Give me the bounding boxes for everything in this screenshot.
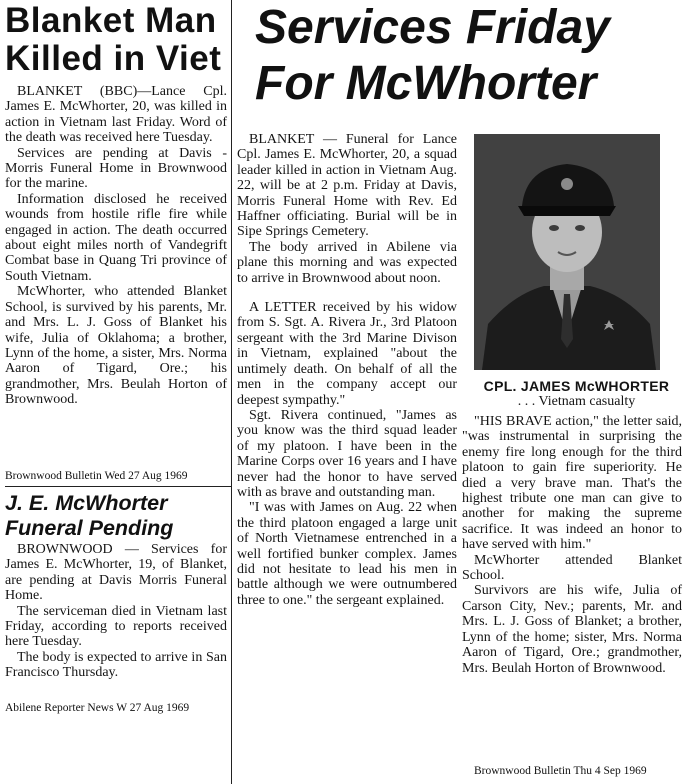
paragraph: Information disclosed he received wounds from hostile rifle fire while engaged in action. The death occurred about eight miles north of Vandegrift Combat base in Quang Tri province of South Vietnam. [5,191,227,284]
portrait-photo-icon [474,134,660,370]
story-blanket-man [5,0,227,408]
paragraph: McWhorter, who attended Blanket School, is survived by his parents, Mr. and Mrs. L. J. Goss of Blanket his wife, Julia of Oklahoma; a brother, Lynn of the home, a sister, Mrs. Norma Aaron of Tigard, Ore.; his grandmother, Mrs. Beulah Horton of Brownwood. [5,284,227,408]
paragraph: "I was with James on Aug. 22 when the third platoon engaged a large unit of North Vietnamese entrenched in a well fortified bunker complex. James did not hesitate to lead his men in battle although we were outnumbered three to one." the sergeant explained. [237,500,457,608]
paragraph: "HIS BRAVE action," the letter said, "was instrumental in surprising the enemy fire long enough for the third platoon to gain fire superiority. He died a very brave man. That's the highest tribute one man can give to another for making the supreme sacrifice. It was indeed an honor to have served with him." [462,414,682,553]
paragraph: Services are pending at Davis - Morris Funeral Home in Brownwood for the marine. [5,145,227,192]
paragraph: BROWNWOOD — Services for James E. McWhorter, 19, of Blanket, are pending at Davis Morris Funeral Home. [5,542,227,604]
story-services-friday-col-b [462,414,682,676]
headline-funeral-pending: J. E. McWhorter Funeral Pending [5,491,174,540]
caption-title: CPL. JAMES McWHORTER [483,378,670,394]
paragraph: The serviceman died in Vietnam last Friday, according to reports received here Tuesday. [5,603,227,650]
paragraph: The body is expected to arrive in San Francisco Thursday. [5,649,227,681]
story-divider [5,486,231,487]
paragraph: BLANKET (BBC)—Lance Cpl. James E. McWhorter, 20, was killed in action in Vietnam last Friday. Word of the death was received here Tuesday. [5,84,227,146]
story-funeral-pending-body [5,542,227,681]
paragraph: The body arrived in Abilene via plane this morning and was expected to arrive in Brownwood about noon. [237,239,457,286]
headline-blanket-man: Blanket Man Killed in Viet [5,1,222,78]
column-rule-left [231,0,232,784]
source-credit-bulletin-aug27: Brownwood Bulletin Wed 27 Aug 1969 [5,470,188,482]
paragraph: Survivors are his wife, Julia of Carson City, Nev.; parents, Mr. and Mrs. L. J. Goss of Blanket; a brother, Lynn of the home; sister, Mrs. Norma Aaron of Tigard, Ore.; grandmother, Mrs. Beulah Horton of Brownwood. [462,583,682,676]
paragraph: Sgt. Rivera continued, "James as you know was the third squad leader of my platoon. I have been in the Marine Corps over 16 years and I have never had the honor to have served with as brave and outstanding man. [237,407,457,500]
caption-subtitle: . . . Vietnam casualty [517,394,636,409]
paragraph: BLANKET — Funeral for Lance Cpl. James E. McWhorter, 20, a squad leader killed in action in Vietnam Aug. 22, will be at 2 p.m. Friday at Davis, Morris Funeral Home with Rev. Ed Haffner officiating. Burial will be in Sipe Springs Cemetery. [237,132,457,240]
paragraph: McWhorter attended Blanket School. [462,552,682,584]
story-blanket-man-body [5,84,227,408]
paragraph: A LETTER received by his widow from S. Sgt. A. Rivera Jr., 3rd Platoon sergeant with the 3rd Marine Divison in Vietnam, explained "about the untimely death. On behalf of all the men in the company accept our deepest sympathy." [237,300,457,408]
source-credit-bulletin-sep4: Brownwood Bulletin Thu 4 Sep 1969 [474,765,647,777]
story-services-friday-col-a [237,132,457,608]
portrait-photo-icon [474,134,660,370]
source-credit-abilene: Abilene Reporter News W 27 Aug 1969 [5,702,190,714]
photo-caption [474,378,679,410]
headline-services-friday: Services Friday For McWhorter [255,1,610,110]
